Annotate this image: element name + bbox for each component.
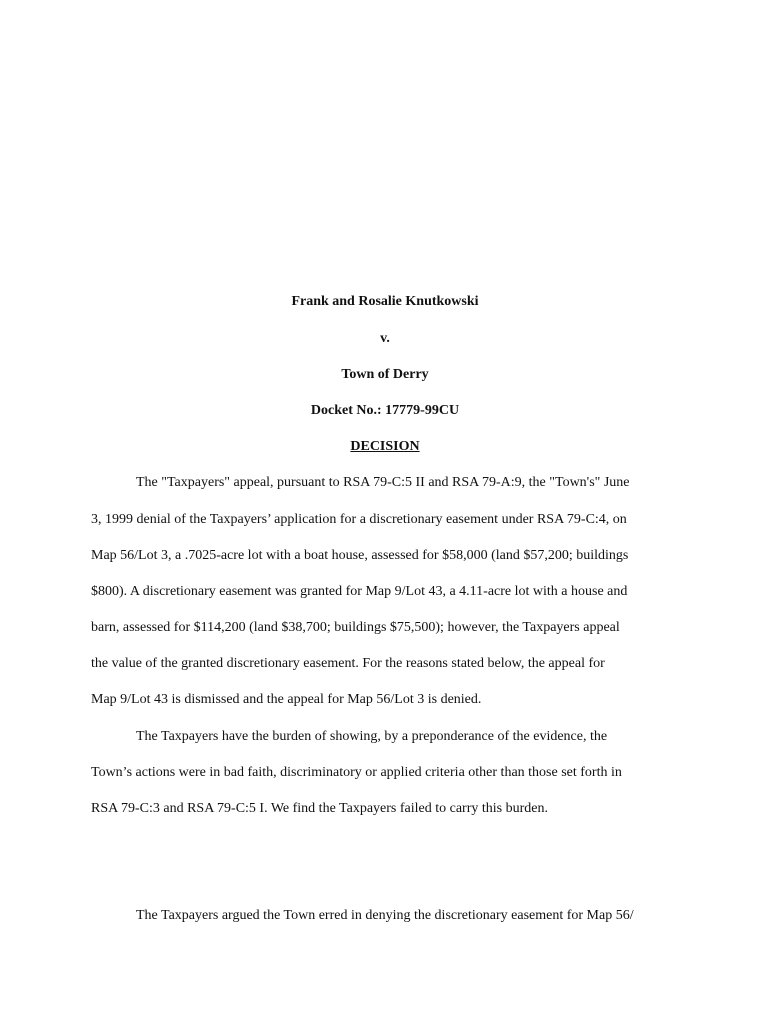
paragraph-2-line: Town’s actions were in bad faith, discriminatory or applied criteria other than those set forth in [91, 765, 622, 780]
paragraph-2-line: RSA 79-C:3 and RSA 79-C:5 I. We find the Taxpayers failed to carry this burden. [91, 801, 548, 816]
versus: v. [380, 331, 390, 346]
paragraph-1-line: the value of the granted discretionary easement. For the reasons stated below, the appeal for [91, 656, 605, 671]
paragraph-1-line: $800). A discretionary easement was granted for Map 9/Lot 43, a 4.11-acre lot with a house and [91, 584, 628, 599]
party-one: Frank and Rosalie Knutkowski [291, 294, 479, 309]
paragraph-1-line: 3, 1999 denial of the Taxpayers’ application for a discretionary easement under RSA 79-C:4, on [91, 512, 627, 527]
paragraph-1-line: barn, assessed for $114,200 (land $38,700; buildings $75,500); however, the Taxpayers appeal [91, 620, 620, 635]
docket-number: Docket No.: 17779-99CU [310, 403, 460, 418]
paragraph-2-line: The Taxpayers have the burden of showing, by a preponderance of the evidence, the [136, 729, 608, 744]
decision-heading: DECISION [350, 439, 420, 454]
party-two: Town of Derry [341, 367, 429, 382]
paragraph-1-line: The "Taxpayers" appeal, pursuant to RSA 79-C:5 II and RSA 79-A:9, the "Town's" June [136, 475, 630, 490]
paragraph-3-line: The Taxpayers argued the Town erred in denying the discretionary easement for Map 56/ [136, 908, 634, 923]
paragraph-1-line: Map 56/Lot 3, a .7025-acre lot with a boat house, assessed for $58,000 (land $57,200; buildings [91, 548, 629, 563]
paragraph-1-line: Map 9/Lot 43 is dismissed and the appeal for Map 56/Lot 3 is denied. [91, 692, 482, 707]
